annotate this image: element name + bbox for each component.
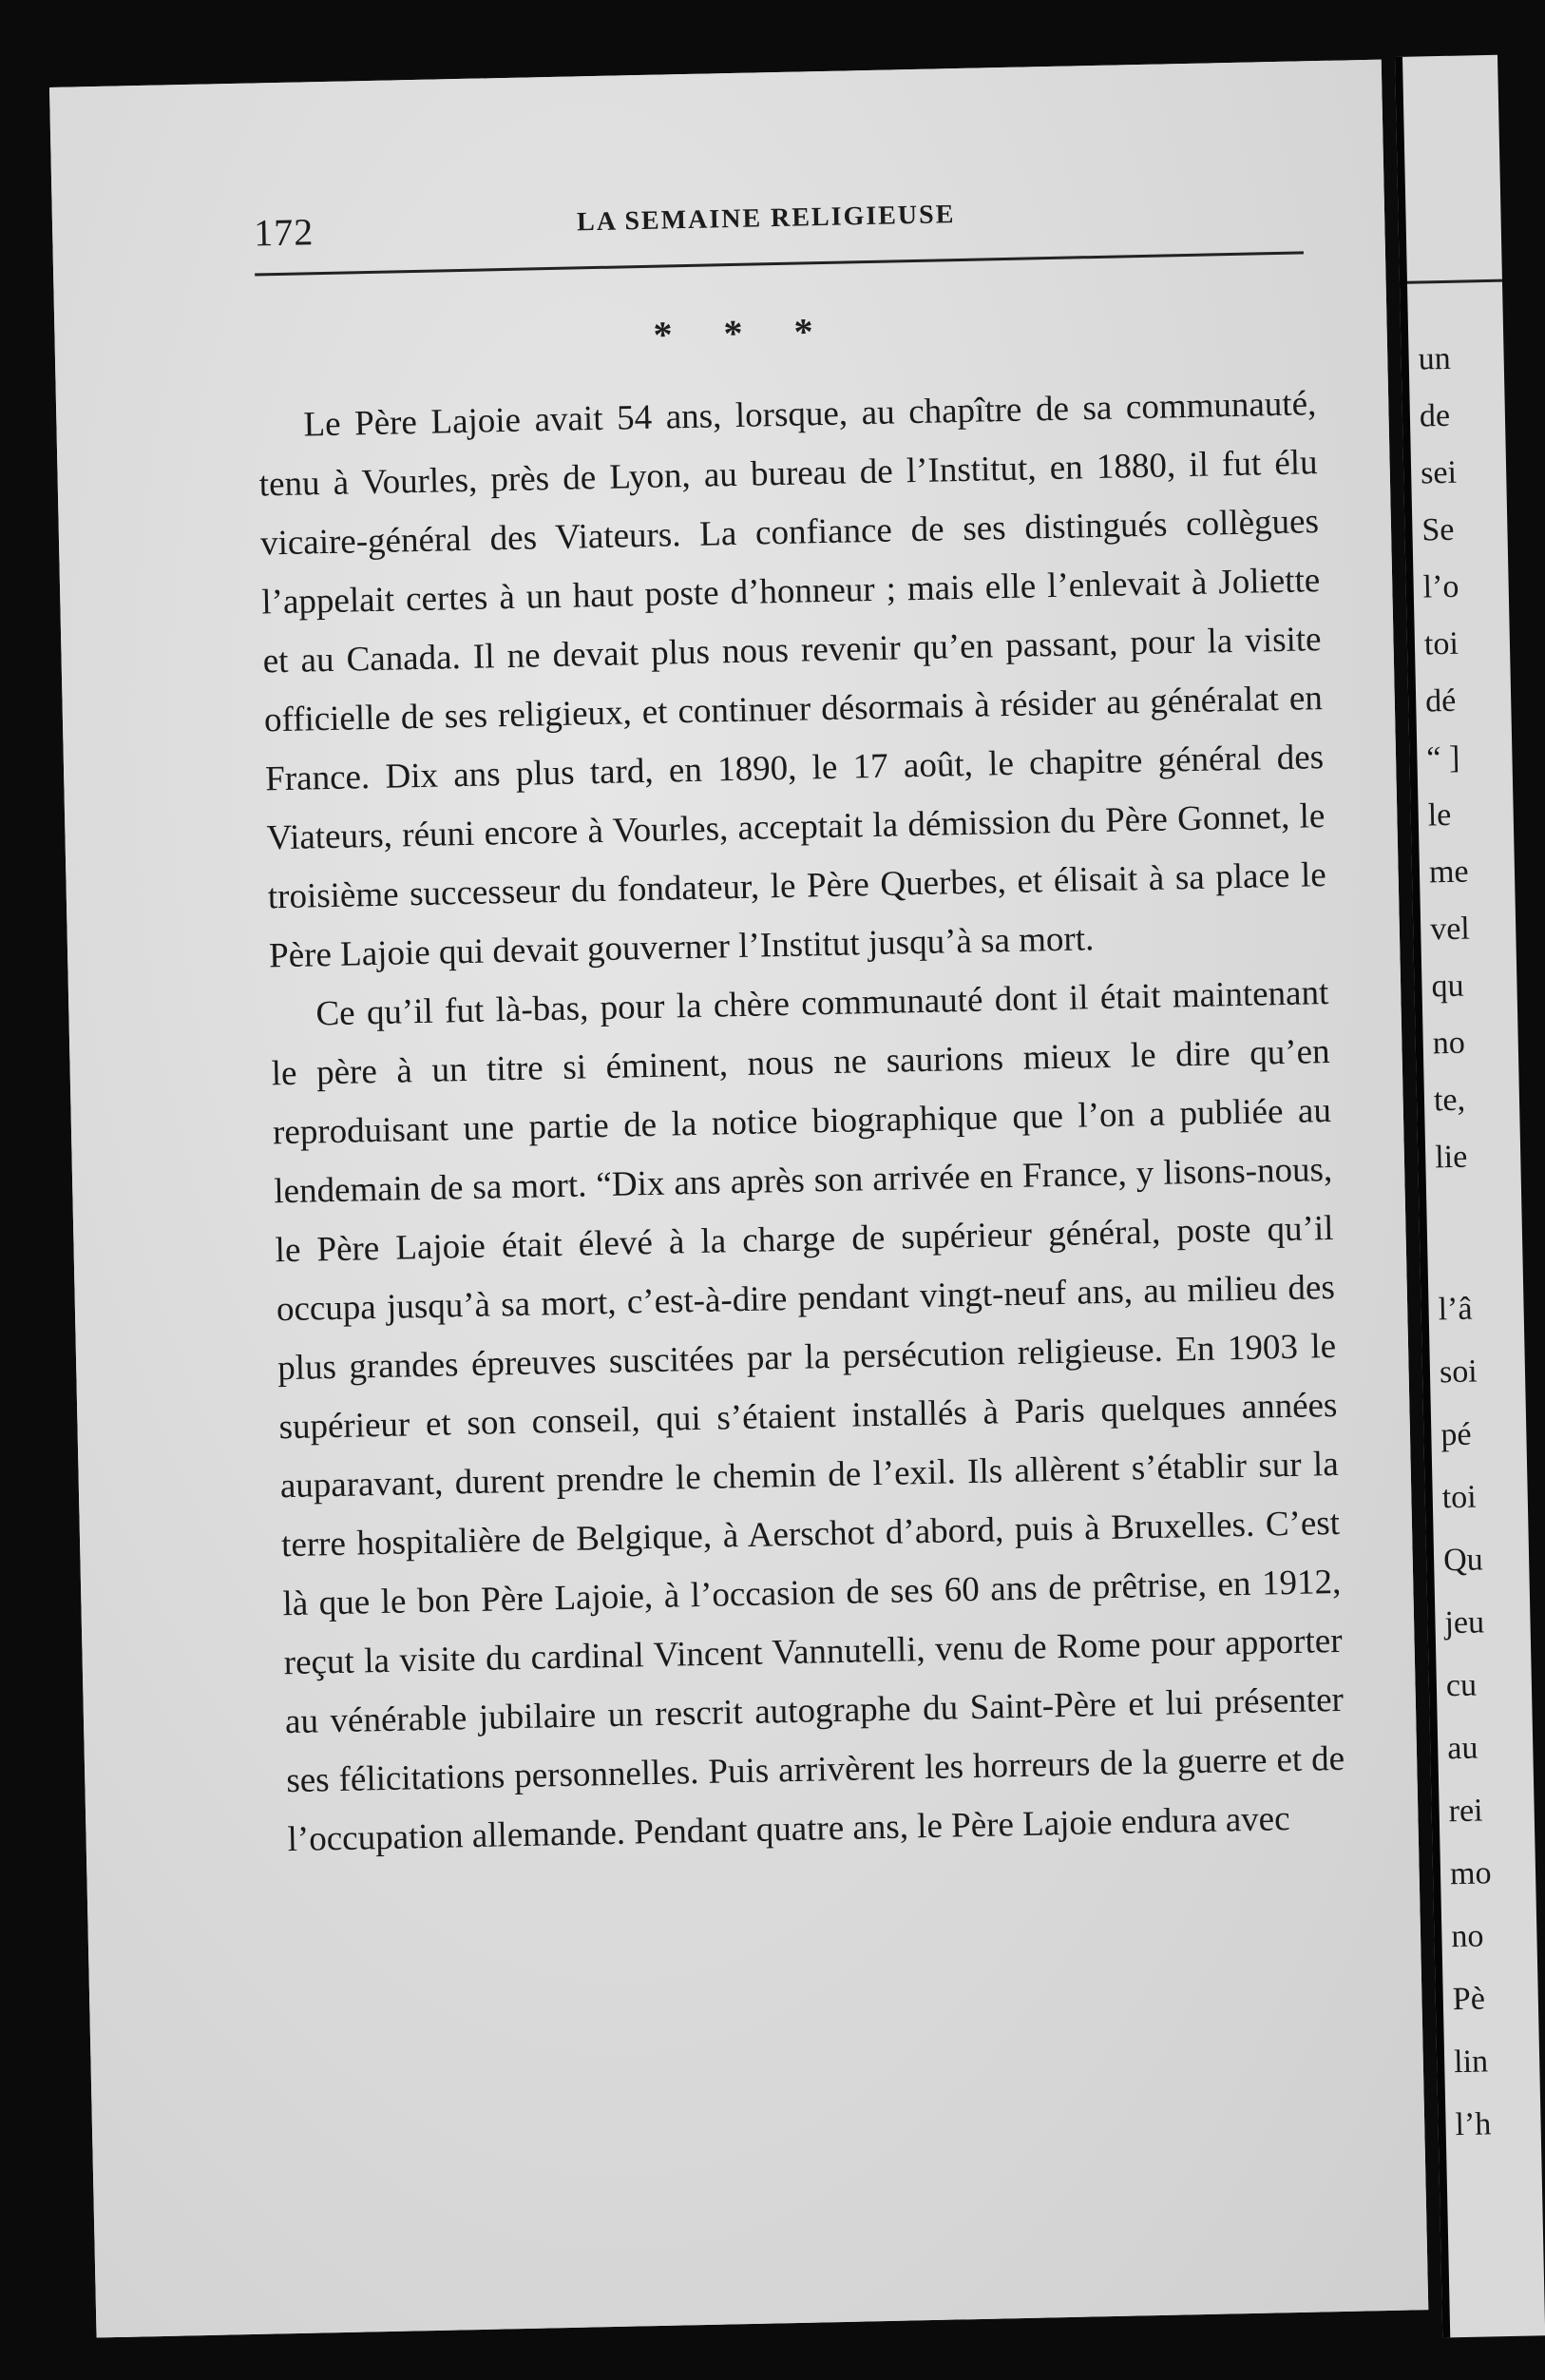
facing-page-fragment: no <box>1432 1025 1466 1062</box>
facing-page-fragment: rei <box>1448 1793 1483 1830</box>
facing-page-fragment: lie <box>1434 1139 1468 1176</box>
facing-page-fragment: no <box>1451 1918 1484 1955</box>
facing-page-fragment: Se <box>1421 511 1455 548</box>
body-text <box>258 374 1346 1870</box>
running-title: LA SEMAINE RELIGIEUSE <box>576 200 956 238</box>
facing-page-fragment: lin <box>1453 2044 1489 2081</box>
section-separator: * * * <box>653 309 835 356</box>
header-rule <box>255 251 1304 276</box>
facing-page-fragment: Qu <box>1442 1542 1484 1579</box>
page-header <box>254 179 1300 258</box>
facing-page-fragment: vel <box>1429 911 1471 948</box>
facing-page-fragment: sei <box>1420 454 1458 491</box>
book-page <box>49 60 1428 2338</box>
facing-page-fragment: de <box>1419 397 1451 434</box>
facing-page-fragment: l’h <box>1455 2106 1492 2143</box>
facing-page-fragment: “ ] <box>1426 739 1460 777</box>
facing-page-fragment: un <box>1418 340 1452 377</box>
facing-page-fragment: toi <box>1423 625 1459 662</box>
facing-page-fragment: cu <box>1445 1667 1478 1704</box>
facing-page-fragment: qu <box>1431 968 1464 1005</box>
facing-page-fragment: me <box>1428 854 1469 891</box>
facing-page-fragment: pé <box>1440 1416 1472 1453</box>
facing-header-rule <box>1407 279 1502 284</box>
facing-page-fragment: te, <box>1433 1082 1466 1119</box>
page-number: 172 <box>253 210 315 255</box>
facing-page-fragment: toi <box>1441 1479 1478 1516</box>
facing-page-fragment: mo <box>1449 1855 1492 1892</box>
facing-page-fragment: au <box>1446 1730 1478 1767</box>
facing-page-fragment: soi <box>1439 1353 1478 1391</box>
facing-page-fragment: dé <box>1424 682 1457 720</box>
facing-page-fragment: le <box>1427 797 1452 834</box>
facing-page-fragment: jeu <box>1444 1604 1485 1641</box>
facing-page-fragment: l’o <box>1422 568 1459 605</box>
facing-page-fragment: Pè <box>1452 1981 1486 2018</box>
facing-page-fragment: l’â <box>1438 1291 1473 1328</box>
paragraph: Le Père Lajoie avait 54 ans, lorsque, au chapître de sa communauté, tenu à Vourles, près de Lyon, au bureau de l’Institut, en 1880, il fut élu vicaire-général des Viateurs. La confiance de ses distingués collègues l’appelait certes à un haut poste d’honneur ; mais elle l’enlevait à Joliette et au Canada. Il ne devait plus nous revenir qu’en passant, pour la visite officielle de ses religieux, et continuer désormais à résider au généralat en France. Dix ans plus tard, en 1890, le 17 août, le chapitre général des Viateurs, réuni encore à Vourles, acceptait la démission du Père Gonnet, le troisième successeur du fondateur, le Père Querbes, et élisait à sa place le Père Lajoie qui devait gouverner l’Institut jusqu’à sa mort. <box>258 384 1327 976</box>
paragraph: Ce qu’il fut là-bas, pour la chère communauté dont il était maintenant le père à un titre si éminent, nous ne saurions mieux le dire qu’en reproduisant une partie de la notice biographique que l’on a publiée au lendemain de sa mort. “Dix ans après son arrivée en France, y lisons-nous, le Père Lajoie était élevé à la charge de supérieur général, poste qu’il occupa jusqu’à sa mort, c’est-à-dire pendant vingt-neuf ans, au milieu des plus grandes épreuves suscitées par la persécution religieuse. En 1903 le supérieur et son conseil, qui s’étaient installés à Paris quelques années auparavant, durent prendre le chemin de l’exil. Ils allèrent s’établir sur la terre hospitalière de Belgique, à Aerschot d’abord, puis à Bruxelles. C’est là que le bon Père Lajoie, à l’occasion de ses 60 ans de prêtrise, en 1912, reçut la visite du cardinal Vincent Vannutelli, venu de Rome pour apporter au vénérable jubilaire un rescrit autographe du Saint-Père et lui présenter ses félicitations personnelles. Puis arrivèrent les horreurs de la guerre et de l’occupation allemande. Pendant quatre ans, le Père Lajoie endura avec <box>271 973 1345 1860</box>
